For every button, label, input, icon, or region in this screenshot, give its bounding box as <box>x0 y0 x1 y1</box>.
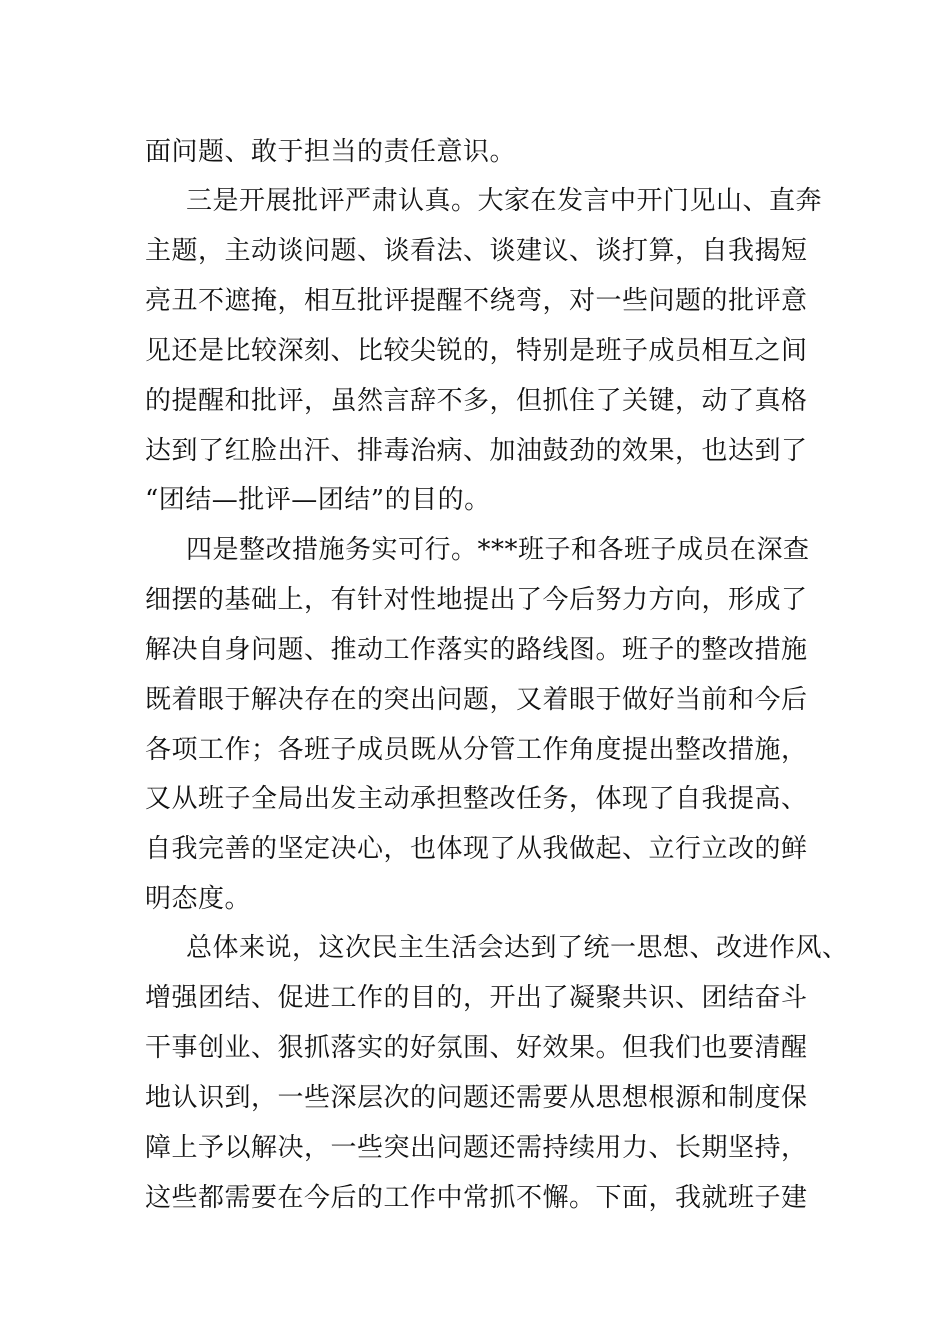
text-line: 细摆的基础上，有针对性地提出了今后努力方向，形成了 <box>145 585 808 615</box>
text-line: 三是开展批评严肃认真。大家在发言中开门见山、直奔 <box>186 186 823 216</box>
text-line: 明态度。 <box>145 884 252 914</box>
text-line: 障上予以解决，一些突出问题还需持续用力、长期坚持， <box>145 1133 808 1163</box>
text-line: “团结—批评—团结”的目的。 <box>145 485 491 515</box>
text-line: 总体来说，这次民主生活会达到了统一思想、改进作风、 <box>186 933 849 963</box>
text-line: 达到了红脸出汗、排毒治病、加油鼓劲的效果，也达到了 <box>145 436 808 466</box>
text-line: 面问题、敢于担当的责任意识。 <box>145 137 517 167</box>
text-line: 又从班子全局出发主动承担整改任务，体现了自我提高、 <box>145 784 808 814</box>
text-line: 这些都需要在今后的工作中常抓不懈。下面，我就班子建 <box>145 1183 808 1213</box>
text-line: 四是整改措施务实可行。***班子和各班子成员在深查 <box>186 535 810 565</box>
text-line: 见还是比较深刻、比较尖锐的，特别是班子成员相互之间 <box>145 336 808 366</box>
text-line: 干事创业、狠抓落实的好氛围、好效果。但我们也要清醒 <box>145 1033 808 1063</box>
text-line: 地认识到，一些深层次的问题还需要从思想根源和制度保 <box>145 1083 808 1113</box>
text-line: 各项工作；各班子成员既从分管工作角度提出整改措施， <box>145 735 808 765</box>
text-line: 亮丑不遮掩，相互批评提醒不绕弯，对一些问题的批评意 <box>145 286 808 316</box>
text-line: 自我完善的坚定决心，也体现了从我做起、立行立改的鲜 <box>145 834 808 864</box>
text-line: 增强团结、促进工作的目的，开出了凝聚共识、团结奋斗 <box>145 983 808 1013</box>
text-line: 的提醒和批评，虽然言辞不多，但抓住了关键，动了真格 <box>145 386 808 416</box>
text-line: 既着眼于解决存在的突出问题，又着眼于做好当前和今后 <box>145 685 808 715</box>
text-line: 解决自身问题、推动工作落实的路线图。班子的整改措施 <box>145 635 808 665</box>
text-line: 主题，主动谈问题、谈看法、谈建议、谈打算，自我揭短 <box>145 236 808 266</box>
